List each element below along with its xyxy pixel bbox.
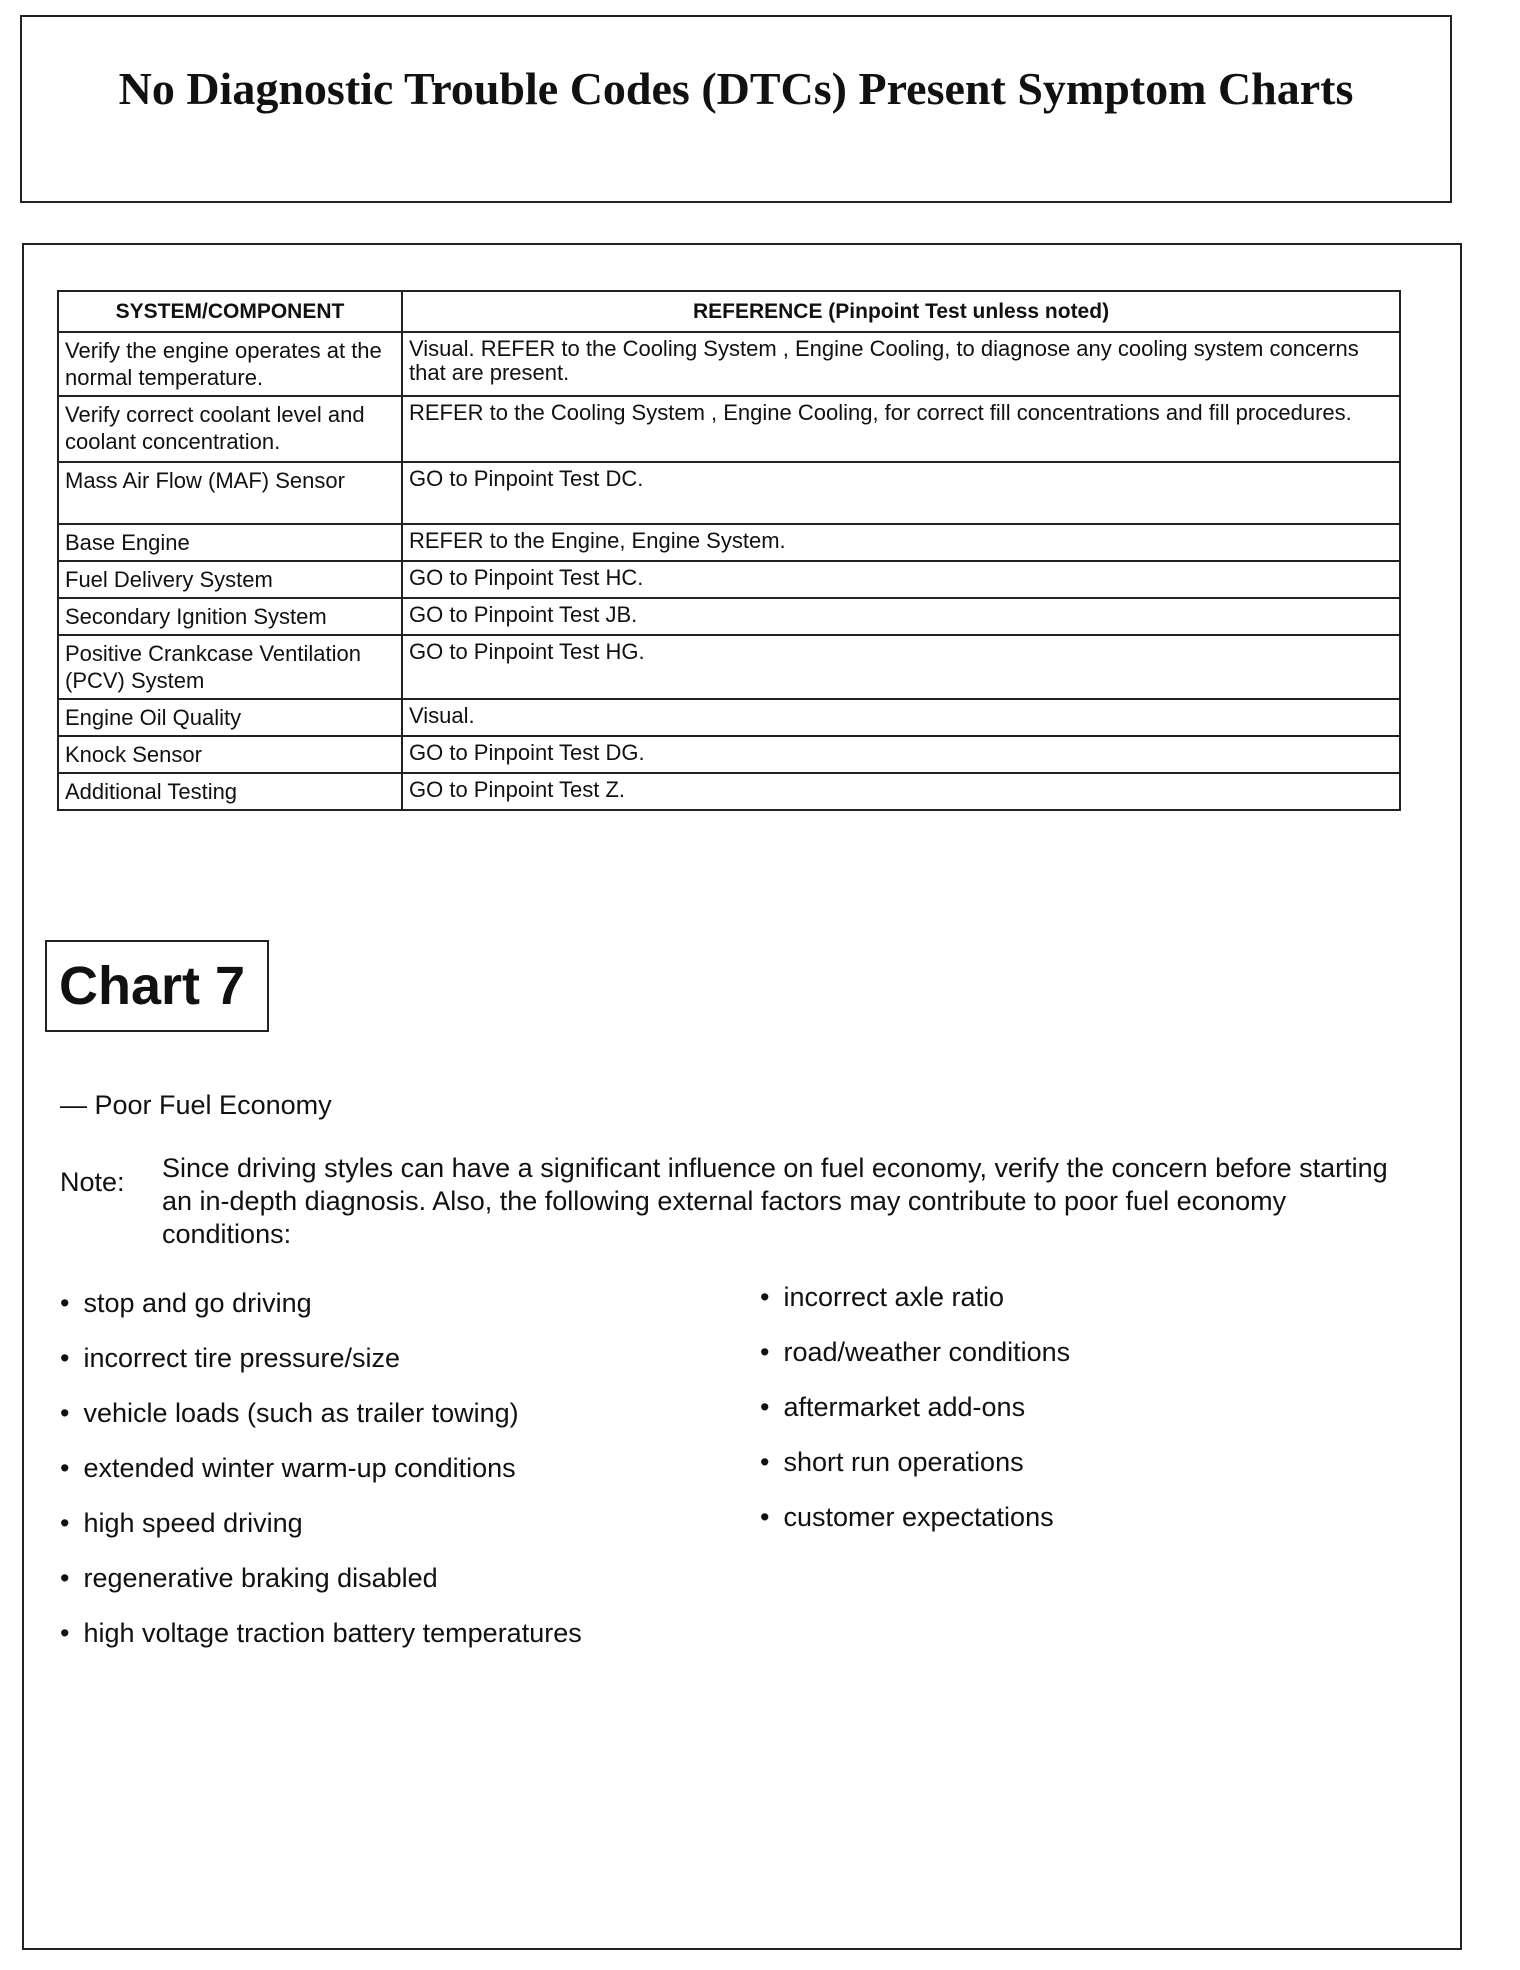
reference-cell: REFER to the Engine, Engine System.: [402, 524, 1400, 561]
factor-item: • incorrect axle ratio: [760, 1282, 1070, 1337]
reference-cell: REFER to the Cooling System , Engine Cooling, for correct fill concentrations and fill procedures.: [402, 396, 1400, 462]
factors-list-right: [760, 1282, 1070, 1557]
reference-cell: GO to Pinpoint Test HG.: [402, 635, 1400, 699]
factors-list-left: [60, 1288, 582, 1673]
factor-item: • incorrect tire pressure/size: [60, 1343, 582, 1398]
factor-item: • vehicle loads (such as trailer towing): [60, 1398, 582, 1453]
symptom-title: — Poor Fuel Economy: [60, 1090, 332, 1120]
table-row: [58, 396, 1400, 462]
system-cell: Knock Sensor: [58, 736, 402, 773]
reference-cell: Visual. REFER to the Cooling System , Engine Cooling, to diagnose any cooling system concerns that are present.: [402, 332, 1400, 396]
table-row: [58, 462, 1400, 524]
factor-item: • regenerative braking disabled: [60, 1563, 582, 1618]
factor-item: • extended winter warm-up conditions: [60, 1453, 582, 1508]
table-header-row: [58, 291, 1400, 332]
symptom-table: [57, 290, 1401, 811]
column-header-reference: REFERENCE (Pinpoint Test unless noted): [402, 291, 1400, 332]
table-row: [58, 524, 1400, 561]
factor-item: • stop and go driving: [60, 1288, 582, 1343]
table-row: [58, 598, 1400, 635]
chart-label: Chart 7: [45, 940, 269, 1032]
system-cell: Fuel Delivery System: [58, 561, 402, 598]
table-row: [58, 773, 1400, 810]
system-cell: Mass Air Flow (MAF) Sensor: [58, 462, 402, 524]
factor-item: • road/weather conditions: [760, 1337, 1070, 1392]
page-title: No Diagnostic Trouble Codes (DTCs) Present Symptom Charts: [118, 63, 1354, 114]
system-cell: Engine Oil Quality: [58, 699, 402, 736]
factor-item: • short run operations: [760, 1447, 1070, 1502]
system-cell: Base Engine: [58, 524, 402, 561]
reference-cell: GO to Pinpoint Test DG.: [402, 736, 1400, 773]
reference-cell: GO to Pinpoint Test HC.: [402, 561, 1400, 598]
column-header-system: SYSTEM/COMPONENT: [58, 291, 402, 332]
system-cell: Positive Crankcase Ventilation (PCV) System: [58, 635, 402, 699]
table-row: [58, 332, 1400, 396]
reference-cell: GO to Pinpoint Test DC.: [402, 462, 1400, 524]
system-cell: Verify the engine operates at the normal temperature.: [58, 332, 402, 396]
factor-item: • aftermarket add-ons: [760, 1392, 1070, 1447]
note-text: Since driving styles can have a significant influence on fuel economy, verify the concern before starting an in-depth diagnosis. Also, the following external factors may contribute to poor fuel economy conditions:: [162, 1153, 1388, 1249]
reference-cell: GO to Pinpoint Test JB.: [402, 598, 1400, 635]
factor-item: • high speed driving: [60, 1508, 582, 1563]
system-cell: Secondary Ignition System: [58, 598, 402, 635]
factor-item: • customer expectations: [760, 1502, 1070, 1557]
note-label: Note:: [60, 1167, 125, 1197]
system-cell: Additional Testing: [58, 773, 402, 810]
reference-cell: Visual.: [402, 699, 1400, 736]
system-cell: Verify correct coolant level and coolant concentration.: [58, 396, 402, 462]
table-row: [58, 561, 1400, 598]
factor-item: • high voltage traction battery temperatures: [60, 1618, 582, 1673]
title-box: [20, 15, 1452, 203]
table-row: [58, 736, 1400, 773]
reference-cell: GO to Pinpoint Test Z.: [402, 773, 1400, 810]
table-row: [58, 635, 1400, 699]
table-row: [58, 699, 1400, 736]
